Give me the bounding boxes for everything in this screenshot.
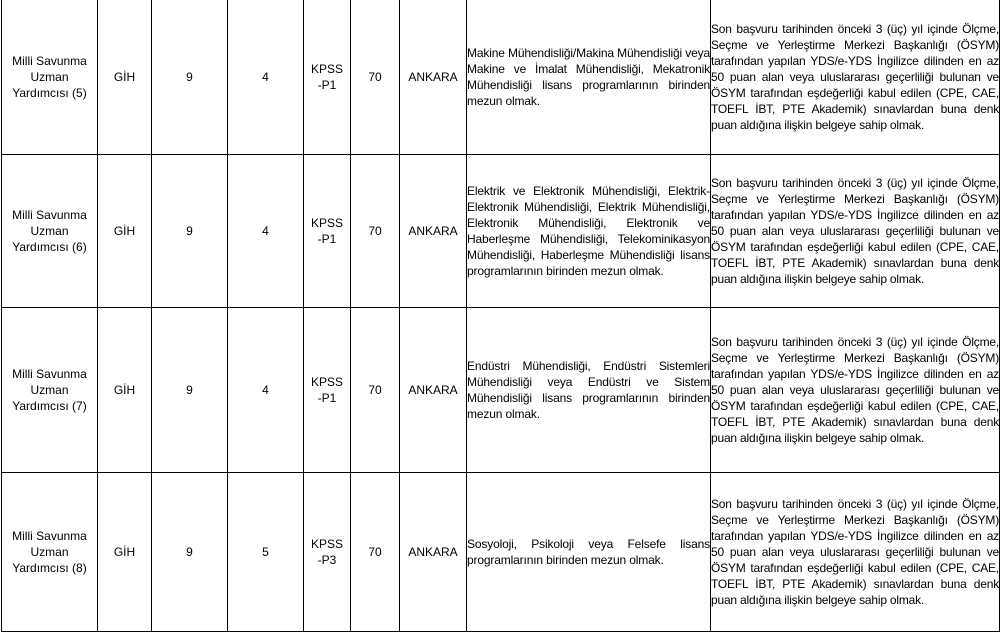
position-title-line: Yardımcısı (8) bbox=[12, 561, 87, 575]
exam-type-line: KPSS bbox=[310, 537, 343, 551]
position-title-line: Uzman bbox=[30, 545, 69, 559]
exam-type-line: -P3 bbox=[317, 553, 337, 567]
position-title-line: Uzman bbox=[30, 224, 69, 238]
position-title-line: Yardımcısı (7) bbox=[12, 399, 87, 413]
unit-cell: GİH bbox=[98, 155, 152, 308]
position-title-cell bbox=[2, 308, 98, 473]
position-title-cell bbox=[2, 155, 98, 308]
table-row bbox=[2, 473, 1000, 632]
table-row bbox=[2, 0, 1000, 155]
requirement-cell: Son başvuru tarihinden önceki 3 (üç) yıl içinde Ölçme, Seçme ve Yerleştirme Merkezi Başkanlığı (ÖSYM) tarafından yapılan YDS/e-YDS İngilizce dilinden en az 50 puan alan veya uluslararası geçerliliği bulunan ve ÖSYM tarafından eşdeğerliği kabul edilen (CPE, CAE, TOEFL İBT, PTE Akademik) sınavlardan buna denk puan aldığına ilişkin belgeye sahip olmak. bbox=[711, 308, 1000, 473]
exam-type-line: -P1 bbox=[317, 78, 337, 92]
exam-type-line: KPSS bbox=[310, 216, 343, 230]
position-title-line: Uzman bbox=[30, 70, 69, 84]
unit-cell: GİH bbox=[98, 0, 152, 155]
table-row bbox=[2, 155, 1000, 308]
count-cell: 4 bbox=[228, 308, 304, 473]
unit-cell: GİH bbox=[98, 473, 152, 632]
city-cell: ANKARA bbox=[400, 155, 467, 308]
exam-type-line: KPSS bbox=[310, 62, 343, 76]
grade-cell: 9 bbox=[152, 155, 228, 308]
requirement-cell: Son başvuru tarihinden önceki 3 (üç) yıl içinde Ölçme, Seçme ve Yerleştirme Merkezi Başkanlığı (ÖSYM) tarafından yapılan YDS/e-YDS İngilizce dilinden en az 50 puan alan veya uluslararası geçerliliği bulunan ve ÖSYM tarafından eşdeğerliği kabul edilen (CPE, CAE, TOEFL İBT, PTE Akademik) sınavlardan buna denk puan aldığına ilişkin belgeye sahip olmak. bbox=[711, 155, 1000, 308]
position-title-cell bbox=[2, 0, 98, 155]
exam-type-cell bbox=[304, 308, 351, 473]
city-cell: ANKARA bbox=[400, 0, 467, 155]
min-score-cell: 70 bbox=[351, 308, 400, 473]
position-title-cell bbox=[2, 473, 98, 632]
exam-type-line: -P1 bbox=[317, 232, 337, 246]
count-cell: 5 bbox=[228, 473, 304, 632]
department-cell: Sosyoloji, Psikoloji veya Felsefe lisans programlarının birinden mezun olmak. bbox=[467, 473, 711, 632]
min-score-cell: 70 bbox=[351, 0, 400, 155]
min-score-cell: 70 bbox=[351, 155, 400, 308]
positions-table bbox=[1, 0, 1000, 632]
requirement-cell: Son başvuru tarihinden önceki 3 (üç) yıl içinde Ölçme, Seçme ve Yerleştirme Merkezi Başkanlığı (ÖSYM) tarafından yapılan YDS/e-YDS İngilizce dilinden en az 50 puan alan veya uluslararası geçerliliği bulunan ve ÖSYM tarafından eşdeğerliği kabul edilen (CPE, CAE, TOEFL İBT, PTE Akademik) sınavlardan buna denk puan aldığına ilişkin belgeye sahip olmak. bbox=[711, 0, 1000, 155]
grade-cell: 9 bbox=[152, 0, 228, 155]
exam-type-line: -P1 bbox=[317, 391, 337, 405]
exam-type-cell bbox=[304, 473, 351, 632]
department-cell: Elektrik ve Elektronik Mühendisliği, Elektrik-Elektronik Mühendisliği, Elektrik Mühendisliği, Elektronik Mühendisliği, Elektronik ve Haberleşme Mühendisliği, Telekominikasyon Mühendisliği, Haberleşme Mühendisliği lisans programlarının birinden mezun olmak. bbox=[467, 155, 711, 308]
department-cell: Endüstri Mühendisliği, Endüstri Sistemleri Mühendisliği veya Endüstri ve Sistem Mühendisliği lisans programlarının birinden mezun olmak. bbox=[467, 308, 711, 473]
count-cell: 4 bbox=[228, 155, 304, 308]
position-title-line: Yardımcısı (5) bbox=[12, 86, 87, 100]
count-cell: 4 bbox=[228, 0, 304, 155]
unit-cell: GİH bbox=[98, 308, 152, 473]
position-title-line: Milli Savunma bbox=[12, 208, 87, 222]
position-title-line: Milli Savunma bbox=[12, 529, 87, 543]
requirement-cell: Son başvuru tarihinden önceki 3 (üç) yıl içinde Ölçme, Seçme ve Yerleştirme Merkezi Başkanlığı (ÖSYM) tarafından yapılan YDS/e-YDS İngilizce dilinden en az 50 puan alan veya uluslararası geçerliliği bulunan ve ÖSYM tarafından eşdeğerliği kabul edilen (CPE, CAE, TOEFL İBT, PTE Akademik) sınavlardan buna denk puan aldığına ilişkin belgeye sahip olmak. bbox=[711, 473, 1000, 632]
position-title-line: Milli Savunma bbox=[12, 54, 87, 68]
exam-type-line: KPSS bbox=[310, 375, 343, 389]
city-cell: ANKARA bbox=[400, 308, 467, 473]
department-cell: Makine Mühendisliği/Makina Mühendisliği veya Makine ve İmalat Mühendisliği, Mekatronik Mühendisliği lisans programlarının birinden mezun olmak. bbox=[467, 0, 711, 155]
exam-type-cell bbox=[304, 0, 351, 155]
grade-cell: 9 bbox=[152, 308, 228, 473]
position-title-line: Yardımcısı (6) bbox=[12, 240, 87, 254]
exam-type-cell bbox=[304, 155, 351, 308]
city-cell: ANKARA bbox=[400, 473, 467, 632]
min-score-cell: 70 bbox=[351, 473, 400, 632]
table-row bbox=[2, 308, 1000, 473]
grade-cell: 9 bbox=[152, 473, 228, 632]
position-title-line: Uzman bbox=[30, 383, 69, 397]
position-title-line: Milli Savunma bbox=[12, 367, 87, 381]
